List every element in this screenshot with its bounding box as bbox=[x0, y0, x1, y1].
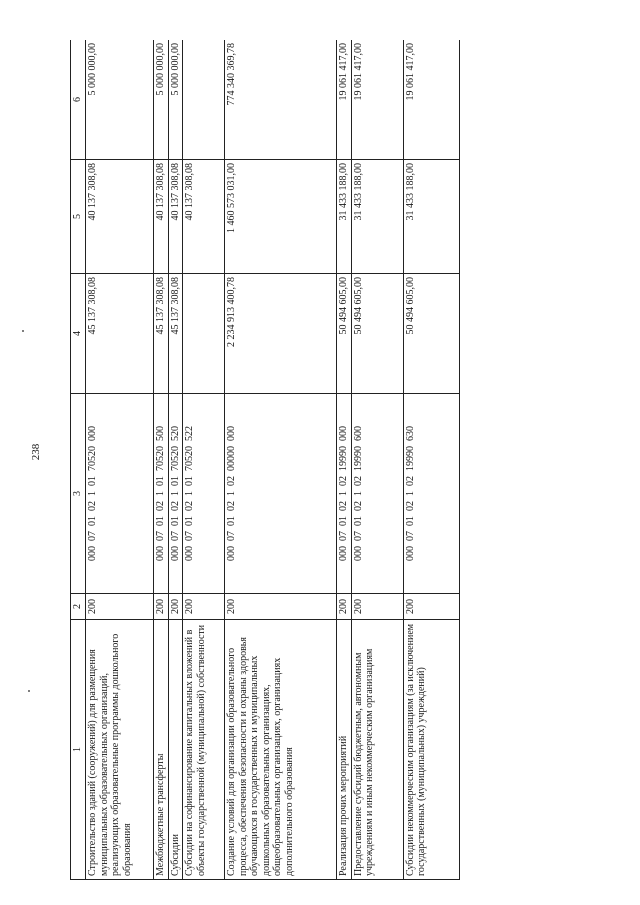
row-col5: 31 433 188,00 bbox=[337, 160, 352, 274]
row-col6: 5 000 000,00 bbox=[154, 40, 169, 160]
header-col-3: 3 bbox=[71, 394, 86, 594]
row-col5: 40 137 308,08 bbox=[86, 160, 154, 274]
row-name: Межбюджетные трансферты bbox=[154, 620, 169, 880]
table-row bbox=[154, 40, 169, 880]
header-col-5: 5 bbox=[71, 160, 86, 274]
row-col5: 40 137 308,08 bbox=[183, 160, 225, 274]
row-col2: 200 bbox=[86, 594, 154, 620]
row-col2: 200 bbox=[225, 594, 337, 620]
header-row bbox=[71, 40, 86, 880]
row-name: Субсидии некоммерческим организациям (за исключением государственных (муниципальных) учреждений) bbox=[403, 620, 459, 880]
scan-speck bbox=[28, 690, 30, 692]
rotated-table-wrapper bbox=[70, 40, 610, 880]
table-row bbox=[183, 40, 225, 880]
row-name: Строительство зданий (сооружений) для размещения муниципальных образовательных организаций, реализующих образовательные программы дошкольного образования bbox=[86, 620, 154, 880]
row-col6: 19 061 417,00 bbox=[403, 40, 459, 160]
row-col5: 31 433 188,00 bbox=[351, 160, 403, 274]
header-col-1: 1 bbox=[71, 620, 86, 880]
row-col2: 200 bbox=[168, 594, 183, 620]
row-col5: 40 137 308,08 bbox=[168, 160, 183, 274]
row-col4: 45 137 308,08 bbox=[154, 274, 169, 394]
row-col2: 200 bbox=[183, 594, 225, 620]
scan-speck bbox=[22, 330, 24, 332]
row-col2: 200 bbox=[351, 594, 403, 620]
row-col4: 45 137 308,08 bbox=[86, 274, 154, 394]
row-code: 000 07 01 02 1 02 00000 000 bbox=[225, 394, 337, 594]
row-col5: 1 460 573 031,00 bbox=[225, 160, 337, 274]
row-col5: 40 137 308,08 bbox=[154, 160, 169, 274]
budget-table bbox=[70, 40, 460, 880]
row-code: 000 07 01 02 1 01 70520 520 bbox=[168, 394, 183, 594]
row-name: Реализация прочих мероприятий bbox=[337, 620, 352, 880]
row-col4: 45 137 308,08 bbox=[168, 274, 183, 394]
row-col2: 200 bbox=[154, 594, 169, 620]
row-code: 000 07 01 02 1 01 70520 522 bbox=[183, 394, 225, 594]
row-code: 000 07 01 02 1 01 70520 000 bbox=[86, 394, 154, 594]
table-row bbox=[225, 40, 337, 880]
row-col2: 200 bbox=[403, 594, 459, 620]
header-col-6: 6 bbox=[71, 40, 86, 160]
table-row bbox=[351, 40, 403, 880]
row-col4: 50 494 605,00 bbox=[351, 274, 403, 394]
row-col4: 50 494 605,00 bbox=[403, 274, 459, 394]
budget-sheet bbox=[70, 40, 610, 880]
row-col6: 774 340 369,78 bbox=[225, 40, 337, 160]
table-row bbox=[337, 40, 352, 880]
row-code: 000 07 01 02 1 01 70520 500 bbox=[154, 394, 169, 594]
page-number: 238 bbox=[30, 443, 42, 461]
table-row bbox=[168, 40, 183, 880]
row-col4 bbox=[183, 274, 225, 394]
row-code: 000 07 01 02 1 02 19990 000 bbox=[337, 394, 352, 594]
row-col2: 200 bbox=[337, 594, 352, 620]
row-name: Предоставление субсидий бюджетным, автономным учреждениям и иным некоммерческим организациям bbox=[351, 620, 403, 880]
table-row bbox=[86, 40, 154, 880]
row-col4: 2 234 913 400,78 bbox=[225, 274, 337, 394]
row-code: 000 07 01 02 1 02 19990 630 bbox=[403, 394, 459, 594]
row-name: Субсидии на софинансирование капитальных вложений в объекты государственной (муниципальной) собственности bbox=[183, 620, 225, 880]
row-code: 000 07 01 02 1 02 19990 600 bbox=[351, 394, 403, 594]
row-col6: 5 000 000,00 bbox=[168, 40, 183, 160]
row-col6: 19 061 417,00 bbox=[351, 40, 403, 160]
row-name: Субсидии bbox=[168, 620, 183, 880]
row-col6: 19 061 417,00 bbox=[337, 40, 352, 160]
row-col4: 50 494 605,00 bbox=[337, 274, 352, 394]
row-col6 bbox=[183, 40, 225, 160]
table-row bbox=[403, 40, 459, 880]
row-col6: 5 000 000,00 bbox=[86, 40, 154, 160]
row-col5: 31 433 188,00 bbox=[403, 160, 459, 274]
header-col-2: 2 bbox=[71, 594, 86, 620]
header-col-4: 4 bbox=[71, 274, 86, 394]
row-name: Создание условий для организации образовательного процесса, обеспечения безопасности и охраны здоровья обучающихся в государственных и муниципальных дошкольных образовательных организациях, общеобразовательных организациях, организациях дополнительного образования bbox=[225, 620, 337, 880]
